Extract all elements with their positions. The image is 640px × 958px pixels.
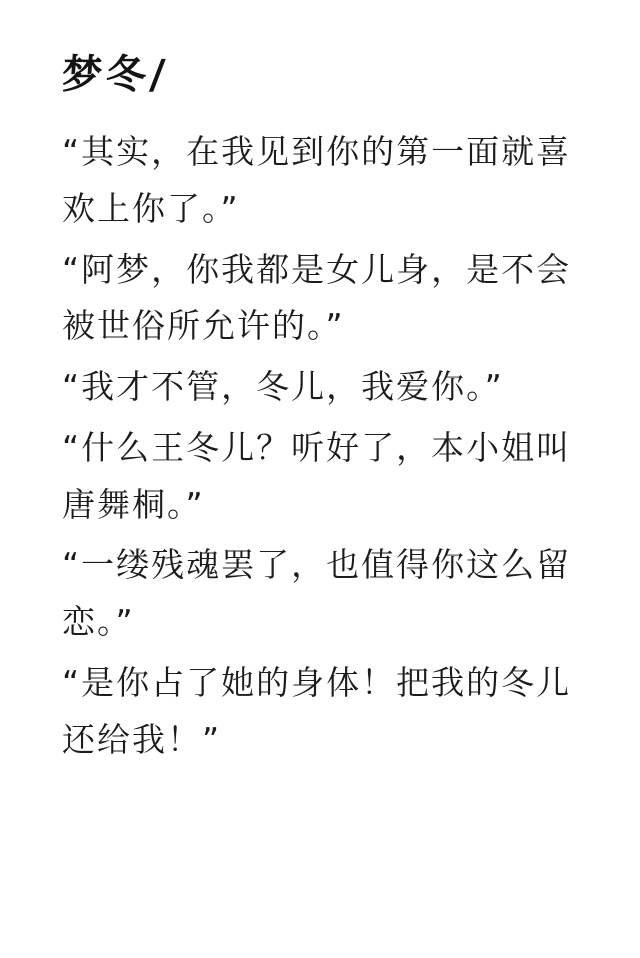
paragraph: “什么王冬儿？听好了，本小姐叫唐舞桐。” (62, 427, 572, 524)
document-body (62, 124, 578, 768)
paragraph: “阿梦，你我都是女儿身，是不会被世俗所允许的。” (62, 249, 572, 346)
paragraph: “是你占了她的身体！把我的冬儿还给我！” (62, 662, 572, 759)
page-title: 梦冬/ (60, 52, 171, 98)
paragraph: “其实，在我见到你的第一面就喜欢上你了。” (62, 132, 572, 228)
paragraph: “我才不管，冬儿，我爱你。” (62, 367, 504, 406)
paragraph: “一缕残魂罢了，也值得你这么留恋。” (62, 545, 572, 641)
